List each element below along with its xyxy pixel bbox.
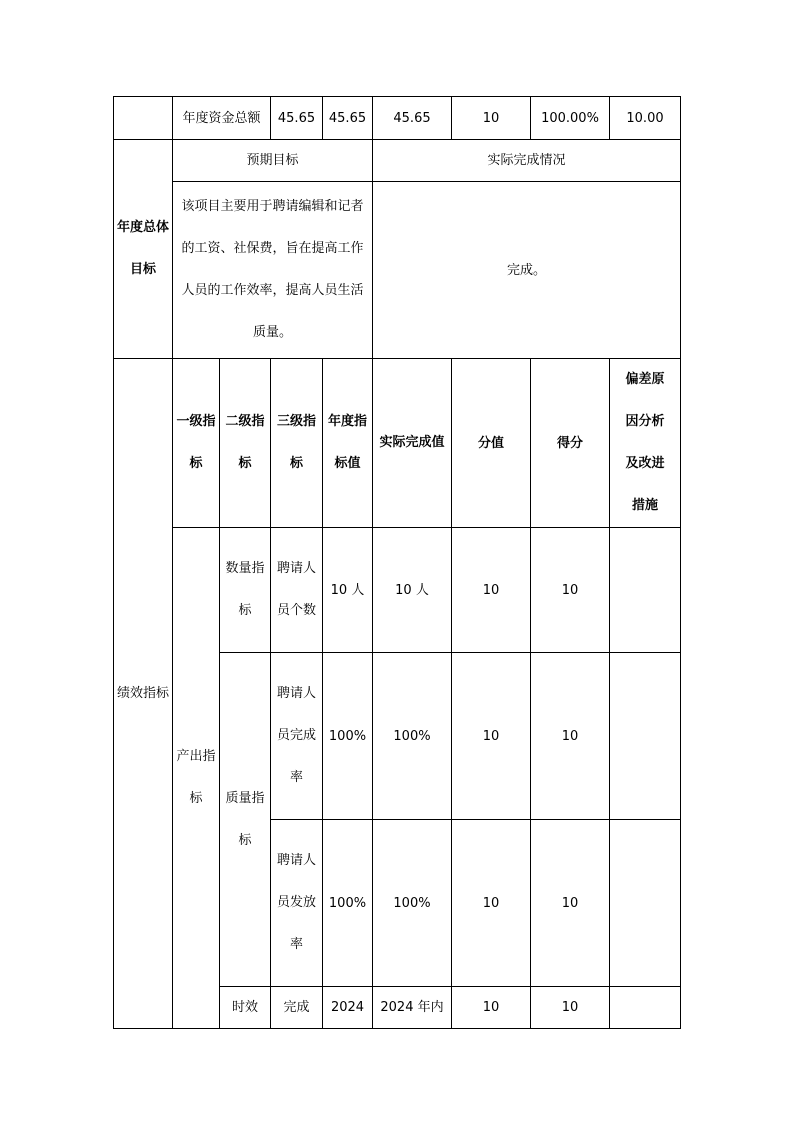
header-actual-value: 实际完成值 bbox=[373, 359, 452, 528]
deviation-value bbox=[610, 528, 681, 653]
actual-value: 100% bbox=[373, 820, 452, 987]
funds-row bbox=[114, 97, 681, 140]
deviation-value bbox=[610, 987, 681, 1029]
score-value: 10 bbox=[531, 987, 610, 1029]
level3-label: 完成 bbox=[271, 987, 323, 1029]
annual-value: 100% bbox=[323, 820, 373, 987]
weight-value: 10 bbox=[452, 987, 531, 1029]
header-score: 得分 bbox=[531, 359, 610, 528]
annual-value: 2024 bbox=[323, 987, 373, 1029]
score-value: 10 bbox=[531, 528, 610, 653]
level2-label: 时效 bbox=[220, 987, 271, 1029]
funds-score-weight: 10 bbox=[452, 97, 531, 140]
header-level2: 二级指标 bbox=[220, 359, 271, 528]
goal-content-row bbox=[114, 182, 681, 359]
indicator-header-row bbox=[114, 359, 681, 528]
funds-empty-cell bbox=[114, 97, 173, 140]
level2-label: 质量指标 bbox=[220, 653, 271, 987]
level2-label: 数量指标 bbox=[220, 528, 271, 653]
actual-value: 10 人 bbox=[373, 528, 452, 653]
actual-completion-text: 完成。 bbox=[373, 182, 681, 359]
header-weight: 分值 bbox=[452, 359, 531, 528]
expected-goal-header: 预期目标 bbox=[173, 140, 373, 182]
funds-execution-rate: 100.00% bbox=[531, 97, 610, 140]
weight-value: 10 bbox=[452, 820, 531, 987]
indicators-section-label: 绩效指标 bbox=[114, 359, 173, 1029]
weight-value: 10 bbox=[452, 653, 531, 820]
funds-budget-start: 45.65 bbox=[271, 97, 323, 140]
funds-score: 10.00 bbox=[610, 97, 681, 140]
performance-table bbox=[113, 96, 681, 1029]
funds-budget-full: 45.65 bbox=[323, 97, 373, 140]
header-deviation: 偏差原因分析及改进措施 bbox=[610, 359, 681, 528]
deviation-value bbox=[610, 653, 681, 820]
weight-value: 10 bbox=[452, 528, 531, 653]
actual-value: 100% bbox=[373, 653, 452, 820]
level3-label: 聘请人员完成率 bbox=[271, 653, 323, 820]
header-level3: 三级指标 bbox=[271, 359, 323, 528]
header-level1: 一级指标 bbox=[173, 359, 220, 528]
annual-value: 100% bbox=[323, 653, 373, 820]
level3-label: 聘请人员个数 bbox=[271, 528, 323, 653]
expected-goal-text: 该项目主要用于聘请编辑和记者的工资、社保费，旨在提高工作人员的工作效率，提高人员生活质量。 bbox=[173, 182, 373, 359]
actual-completion-header: 实际完成情况 bbox=[373, 140, 681, 182]
level3-label: 聘请人员发放率 bbox=[271, 820, 323, 987]
actual-value: 2024 年内 bbox=[373, 987, 452, 1029]
indicator-row bbox=[114, 528, 681, 653]
score-value: 10 bbox=[531, 820, 610, 987]
goal-header-row bbox=[114, 140, 681, 182]
funds-executed: 45.65 bbox=[373, 97, 452, 140]
header-annual-value: 年度指标值 bbox=[323, 359, 373, 528]
annual-value: 10 人 bbox=[323, 528, 373, 653]
deviation-value bbox=[610, 820, 681, 987]
score-value: 10 bbox=[531, 653, 610, 820]
funds-label: 年度资金总额 bbox=[173, 97, 271, 140]
annual-goal-label: 年度总体目标 bbox=[114, 140, 173, 359]
level1-output-label: 产出指标 bbox=[173, 528, 220, 1029]
